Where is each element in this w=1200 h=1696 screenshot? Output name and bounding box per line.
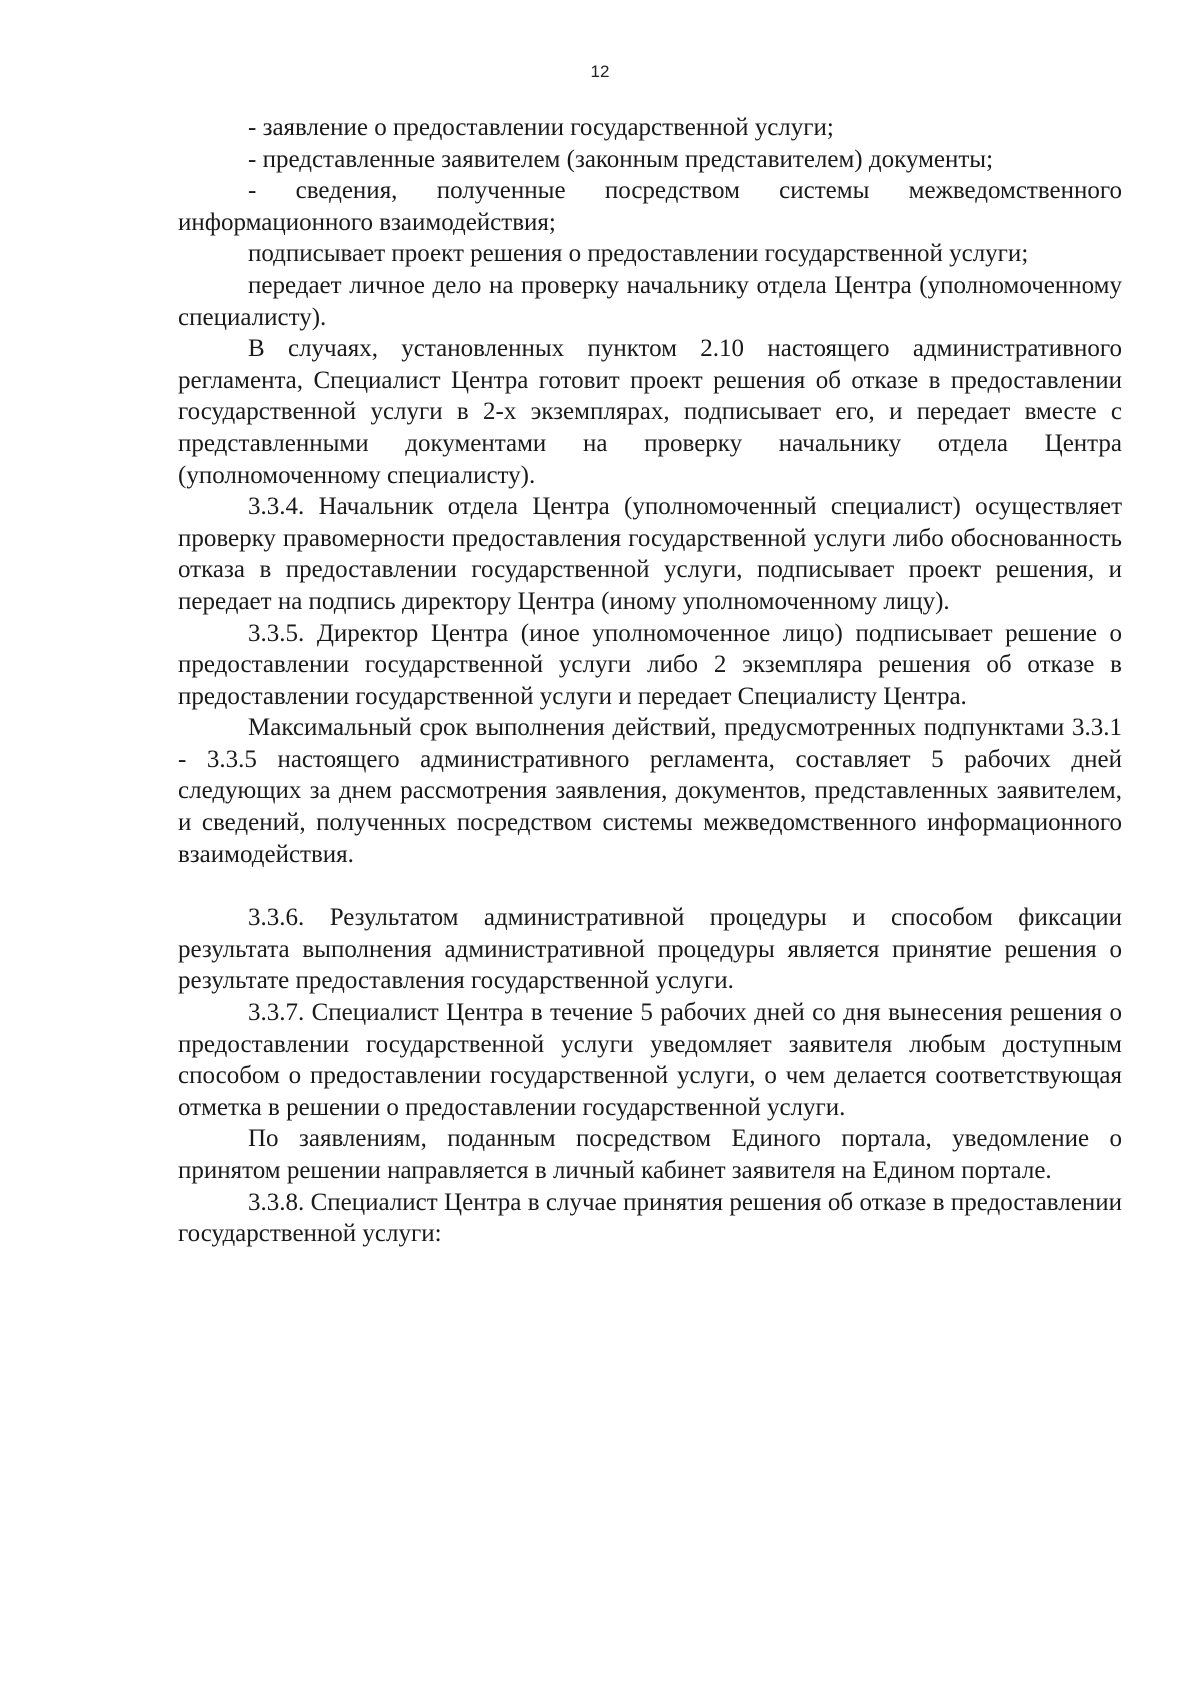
paragraph-spacer <box>178 870 1122 902</box>
page-number: 12 <box>590 62 610 81</box>
document-body <box>178 112 1122 1250</box>
paragraph-3-3-7: 3.3.7. Специалист Центра в течение 5 рабочих дней со дня вынесения решения о предоставлении государственной услуги уведомляет заявителя любым доступным способом о предоставлении государственной услуги, о чем делается соответствующая отметка в решении о предоставлении государственной услуги. <box>178 999 1122 1121</box>
paragraph-list-item-documents: - представленные заявителем (законным представителем) документы; <box>248 145 994 173</box>
paragraph-unified-portal: По заявлениям, поданным посредством Единого портала, уведомление о принятом решении направляется в личный кабинет заявителя на Едином портале. <box>178 1125 1122 1184</box>
paragraph-transfers-personal-file: передает личное дело на проверку начальнику отдела Центра (уполномоченному специалисту). <box>178 271 1122 331</box>
paragraph-3-3-4: 3.3.4. Начальник отдела Центра (уполномоченный специалист) осуществляет проверку правомерности предоставления государственной услуги либо обоснованность отказа в предоставлении государственной услуги, подписывает проект решения, и передает на подпись директору Центра (иному уполномоченному лицу). <box>178 493 1122 615</box>
paragraph-3-3-5: 3.3.5. Директор Центра (иное уполномоченное лицо) подписывает решение о предоставлении государственной услуги либо 2 экземпляра решения об отказе в предоставлении государственной услуги и передает Специалисту Центра. <box>178 619 1122 710</box>
paragraph-list-item-interagency-info: - сведения, полученные посредством системы межведомственного информационного взаимодействия; <box>178 177 1122 236</box>
paragraph-list-item-application: - заявление о предоставлении государственной услуги; <box>248 114 834 141</box>
paragraph-max-term: Максимальный срок выполнения действий, предусмотренных подпунктами 3.3.1 - 3.3.5 настоящего административного регламента, составляет 5 рабочих дней следующих за днем рассмотрения заявления, документов, представленных заявителем, и сведений, полученных посредством системы межведомственного информационного взаимодействия. <box>178 714 1122 868</box>
paragraph-signs-draft-decision: подписывает проект решения о предоставлении государственной услуги; <box>248 240 1029 268</box>
paragraph-refusal-cases: В случаях, установленных пунктом 2.10 настоящего административного регламента, Специалист Центра готовит проект решения об отказе в предоставлении государственной услуги в 2-х экземплярах, подписывает его, и передает вместе с представленными документами на проверку начальнику отдела Центра (уполномоченному специалисту). <box>178 335 1122 489</box>
paragraph-3-3-8: 3.3.8. Специалист Центра в случае принятия решения об отказе в предоставлении государственной услуги: <box>178 1188 1122 1248</box>
paragraph-3-3-6: 3.3.6. Результатом административной процедуры и способом фиксации результата выполнения административной процедуры является принятие решения о результате предоставления государственной услуги. <box>178 904 1122 995</box>
